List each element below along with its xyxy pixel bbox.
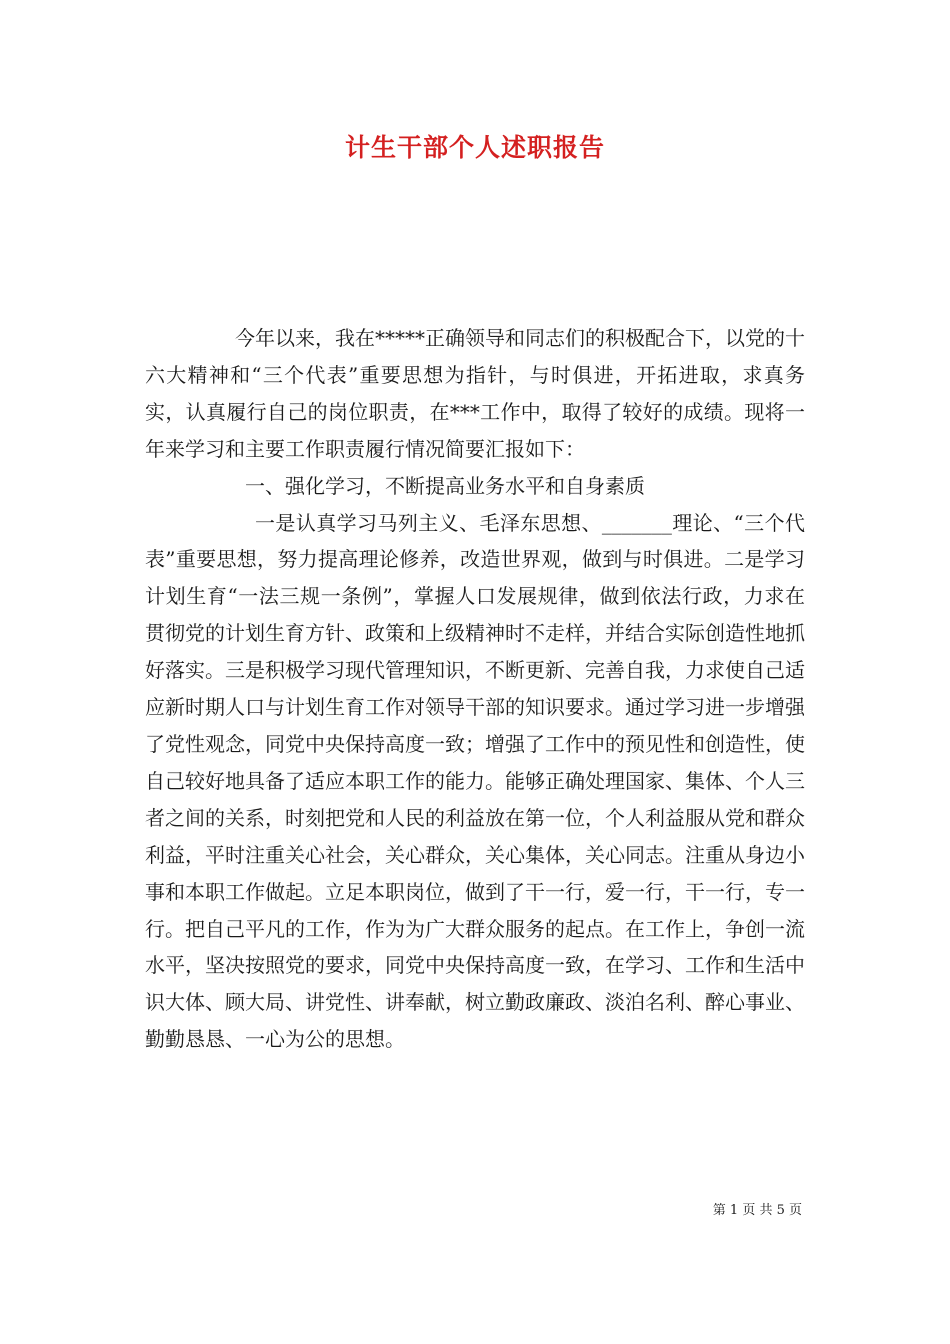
document-body: [145, 320, 805, 1058]
paragraph-intro: 今年以来，我在*****正确领导和同志们的积极配合下，以党的十六大精神和“三个代表”重要思想为指针，与时俱进，开拓进取，求真务实，认真履行自己的岗位职责，在***工作中，取得了较好的成绩。现将一年来学习和主要工作职责履行情况简要汇报如下：: [145, 326, 805, 461]
page-number-footer: 第 1 页 共 5 页: [712, 1203, 802, 1218]
paragraph-section-1: 一是认真学习马列主义、毛泽东思想、_______理论、“三个代表”重要思想，努力提高理论修养，改造世界观，做到与时俱进。二是学习计划生育“一法三规一条例”，掌握人口发展规律，做到依法行政，力求在贯彻党的计划生育方针、政策和上级精神时不走样，并结合实际创造性地抓好落实。三是积极学习现代管理知识，不断更新、完善自我，力求使自己适应新时期人口与计划生育工作对领导干部的知识要求。通过学习进一步增强了党性观念，同党中央保持高度一致；增强了工作中的预见性和创造性，使自己较好地具备了适应本职工作的能力。能够正确处理国家、集体、个人三者之间的关系，时刻把党和人民的利益放在第一位，个人利益服从党和群众利益，平时注重关心社会，关心群众，关心集体，关心同志。注重从身边小事和本职工作做起。立足本职岗位，做到了干一行，爱一行，干一行，专一行。把自己平凡的工作，作为为广大群众服务的起点。在工作上，争创一流水平，坚决按照党的要求，同党中央保持高度一致，在学习、工作和生活中识大体、顾大局、讲党性、讲奉献，树立勤政廉政、淡泊名利、醉心事业、勤勤恳恳、一心为公的思想。: [145, 510, 805, 1052]
section-heading-1: 一、强化学习，不断提高业务水平和自身素质: [245, 473, 645, 498]
document-title: 计生干部个人述职报告: [344, 133, 605, 162]
